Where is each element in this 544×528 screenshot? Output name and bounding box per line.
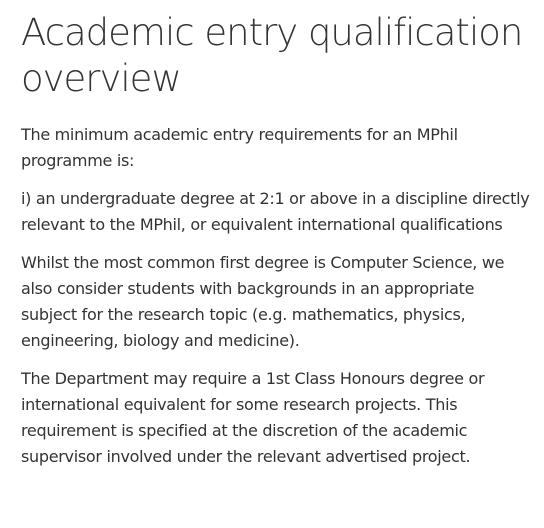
paragraph-first-class-honours: The Department may require a 1st Class Honours degree or international equivalent for some research projects. This requirement is specified at the discretion of the academic supervisor involved under the relevant advertised project. <box>21 369 485 466</box>
paragraph-minimum-requirements: The minimum academic entry requirements for an MPhil programme is: <box>21 125 458 170</box>
paragraph-undergraduate-degree: i) an undergraduate degree at 2:1 or above in a discipline directly relevant to the MPhil, or equivalent international qualifications <box>21 189 530 234</box>
main-content <box>21 10 531 470</box>
paragraph-first-degree-subjects: Whilst the most common first degree is Computer Science, we also consider students with backgrounds in an appropriate subject for the research topic (e.g. mathematics, physics, engineering, biology and medicine). <box>21 253 505 350</box>
page-title: Academic entry qualification overview <box>21 11 523 100</box>
